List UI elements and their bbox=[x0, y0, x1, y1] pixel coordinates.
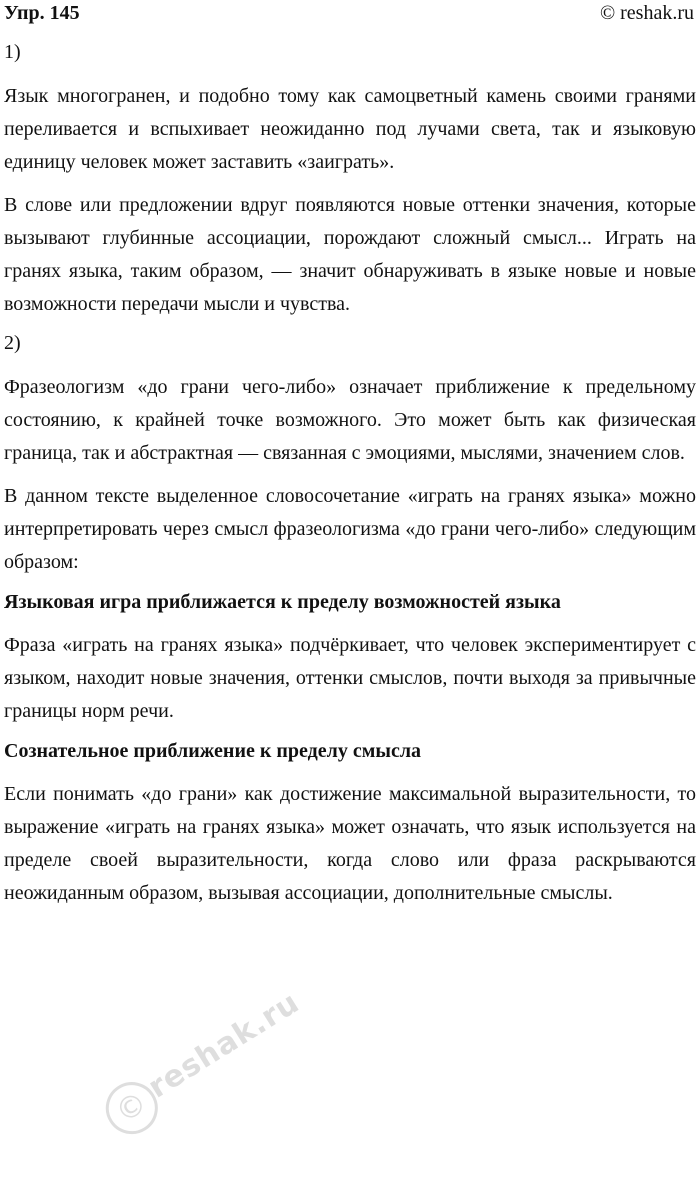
copyright-label: © reshak.ru bbox=[599, 2, 694, 24]
page-header bbox=[4, 0, 694, 26]
subsection-heading: Сознательное приближение к пределу смысла bbox=[4, 740, 422, 762]
paragraph: Язык многогранен, и подобно тому как самоцветный камень своими гранями переливается и вспыхивает неожиданно под лучами света, так и языковую единицу человек может заставить «заиграть». bbox=[4, 85, 696, 173]
subsection-heading: Языковая игра приближается к пределу возможностей языка bbox=[4, 591, 561, 613]
paragraph: В данном тексте выделенное словосочетание «играть на гранях языка» можно интерпретировать через смысл фразеологизма «до грани чего-либо» следующим образом: bbox=[4, 485, 696, 573]
watermark-text: reshak.ru bbox=[142, 985, 306, 1106]
paragraph: В слове или предложении вдруг появляются новые оттенки значения, которые вызывают глубинные ассоциации, порождают сложный смысл... Играть на гранях языка, таким образом, — значит обнаруживать в языке новые и новые возможности передачи мысли и чувства. bbox=[4, 194, 696, 315]
watermark bbox=[61, 979, 306, 1158]
section-number: 1) bbox=[4, 41, 21, 63]
document-body bbox=[4, 40, 696, 920]
paragraph: Фраза «играть на гранях языка» подчёркивает, что человек экспериментирует с языком, находит новые значения, оттенки смыслов, почти выходя за привычные границы норм речи. bbox=[4, 634, 696, 722]
paragraph: Фразеологизм «до грани чего-либо» означает приближение к предельному состоянию, к крайней точке возможного. Это может быть как физическая граница, так и абстрактная — связанная с эмоциями, мыслями, значением слов. bbox=[4, 376, 696, 464]
section-number: 2) bbox=[4, 332, 21, 354]
paragraph: Если понимать «до грани» как достижение максимальной выразительности, то выражение «играть на гранях языка» может означать, что язык используется на пределе своей выразительности, когда слово или фраза раскрываются неожиданным образом, вызывая ассоциации, дополнительные смыслы. bbox=[4, 783, 696, 904]
exercise-title: Упр. 145 bbox=[4, 2, 80, 24]
watermark-copyright-icon: © bbox=[96, 1072, 168, 1144]
